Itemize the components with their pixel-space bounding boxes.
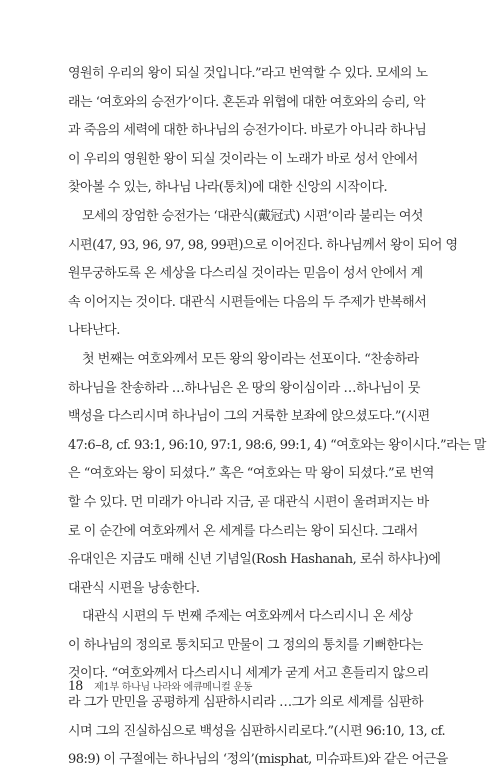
text-line: 하나님을 찬송하라 …하나님은 온 땅의 왕이심이라 …하나님이 뭇 [68,380,420,396]
text-line: 찾아볼 수 있는, 하나님 나라(통치)에 대한 신앙의 시작이다. [68,180,388,196]
text-line: 47:6–8, cf. 93:1, 96:10, 97:1, 98:6, 99:1, 4) “여호와는 왕이시다.”라는 말 [68,437,486,453]
text-line: 래는 ‘여호와의 승전가’이다. 혼돈과 위협에 대한 여호와의 승리, 악 [68,94,426,110]
text-line: 속 이어지는 것이다. 대관식 시편들에는 다음의 두 주제가 반복해서 [68,294,427,310]
text-line: 모세의 장엄한 승전가는 ‘대관식(戴冠式) 시편’이라 불리는 여섯 [82,208,423,224]
text-line: 원무궁하도록 온 세상을 다스리실 것이라는 믿음이 성서 안에서 계 [68,266,423,282]
text-line: 것이다. “여호와께서 다스리시니 세계가 굳게 서고 흔들리지 않으리 [68,666,429,682]
page-footer [68,676,252,694]
text-line: 과 죽음의 세력에 대한 하나님의 승전가이다. 바로가 아니라 하나님 [68,123,427,139]
text-line: 이 하나님의 정의로 통치되고 만물이 그 정의의 통치를 기뻐한다는 [68,637,423,653]
text-line: 로 이 순간에 여호와께서 온 세계를 다스리는 왕이 되신다. 그래서 [68,523,418,539]
text-line: 백성을 다스리시며 하나님이 그의 거룩한 보좌에 앉으셨도다.”(시편 [68,409,430,425]
text-line: 98:9) 이 구절에는 하나님의 ‘정의’(misphat, 미슈파트)와 같은 어근을 [68,752,448,768]
text-line: 시편(47, 93, 96, 97, 98, 99편)으로 이어진다. 하나님께서 왕이 되어 영 [68,237,458,253]
body-text [68,60,486,775]
text-line: 유대인은 지금도 매해 신년 기념일(Rosh Hashanah, 로쉬 하샤나)에 [68,552,441,568]
text-line: 은 “여호와는 왕이 되셨다.” 혹은 “여호와는 막 왕이 되셨다.”로 번역 [68,466,434,482]
text-line: 시며 그의 진실하심으로 백성을 심판하시리로다.”(시편 96:10, 13, cf. [68,723,446,739]
text-line: 대관식 시편의 두 번째 주제는 여호와께서 다스리시니 온 세상 [82,609,413,625]
text-line: 영원히 우리의 왕이 되실 것입니다.”라고 번역할 수 있다. 모세의 노 [68,66,428,81]
page-number: 18 [68,678,83,694]
text-line: 대관식 시편을 낭송한다. [68,580,200,596]
running-head: 제1부 하나님 나라와 에큐메니컬 운동 [94,682,253,693]
text-line: 라 그가 만민을 공평하게 심판하시리라 …그가 의로 세계를 심판하 [68,695,424,711]
text-line: 할 수 있다. 먼 미래가 아니라 지금, 곧 대관식 시편이 울려퍼지는 바 [68,494,429,510]
text-line: 나타난다. [68,323,120,339]
text-line: 첫 번째는 여호와께서 모든 왕의 왕이라는 선포이다. “찬송하라 [82,351,419,367]
text-line: 이 우리의 영원한 왕이 되실 것이라는 이 노래가 바로 성서 안에서 [68,151,418,167]
